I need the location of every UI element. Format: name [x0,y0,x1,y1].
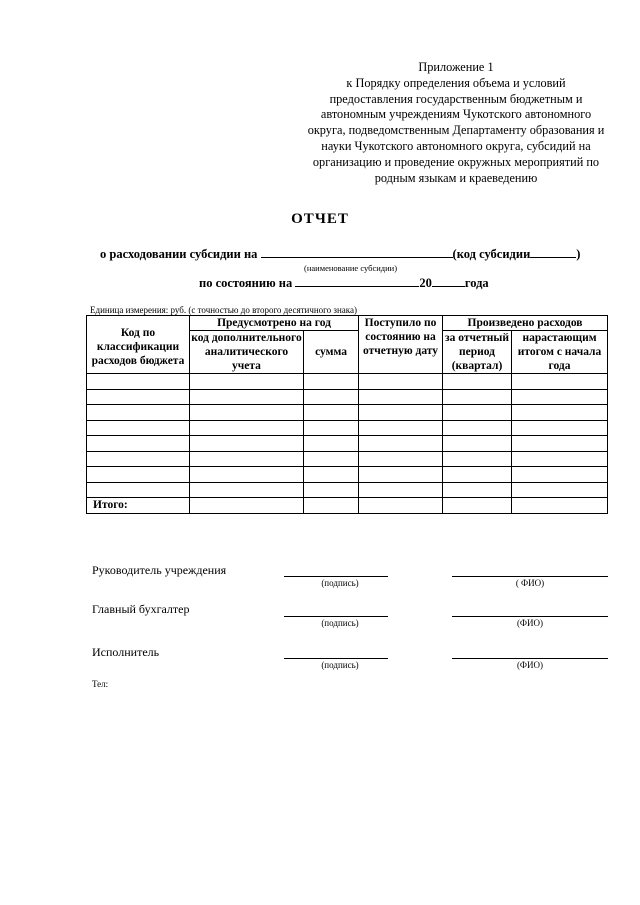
subsidy-name-hint: (наименование субсидии) [304,263,398,273]
header-spent-group: Произведено расходов [443,316,608,331]
table-cell[interactable] [359,420,443,436]
table-cell[interactable] [512,436,608,452]
subsidy-code-close: ) [576,247,581,261]
name-hint: (ФИО) [516,618,544,628]
table-cell[interactable] [304,389,359,405]
table-cell[interactable] [304,436,359,452]
appendix-line: округа, подведомственным Департаменту образования и [307,123,605,138]
table-cell[interactable] [190,389,304,405]
header-planned-group: Предусмотрено на год [190,316,359,331]
name-hint: ( ФИО) [515,578,545,588]
table-cell[interactable] [87,436,190,452]
table-row [87,374,608,390]
name-hint: (ФИО) [516,660,544,670]
subsidy-code-label: (код субсидии [452,247,531,261]
table-cell[interactable] [304,482,359,498]
subsidy-code-field[interactable] [530,246,576,258]
table-cell[interactable] [304,420,359,436]
appendix-line: науки Чукотского автономного округа, субсидий на [321,138,591,153]
table-cell[interactable] [304,467,359,483]
year-field[interactable] [432,275,465,287]
table-cell[interactable] [87,389,190,405]
as-of-line [199,275,489,291]
sign-hint: (подпись) [321,578,359,588]
table-cell[interactable] [359,405,443,421]
appendix-block [290,60,622,186]
signature-line-executor[interactable] [284,658,388,659]
table-cell[interactable] [443,374,512,390]
table-cell[interactable] [304,374,359,390]
name-line-executor[interactable] [452,658,608,659]
unit-of-measure: Единица измерения: руб. (с точностью до второго десятичного знака) [90,305,357,315]
table-cell[interactable] [512,451,608,467]
header-cumulative: нарастающим итогом с начала года [512,331,608,374]
table-cell[interactable] [190,405,304,421]
year-suffix: года [464,276,489,290]
name-line-head[interactable] [452,576,608,577]
table-cell[interactable] [87,374,190,390]
table-cell[interactable] [190,482,304,498]
table-cell[interactable] [443,482,512,498]
table-cell[interactable] [512,420,608,436]
as-of-prefix: по состоянию на [199,276,293,290]
subsidy-prefix: о расходовании субсидии на [100,247,258,261]
tel-label: Тел: [92,679,109,689]
report-title: ОТЧЕТ [291,211,349,227]
name-line-accountant[interactable] [452,616,608,617]
table-cell[interactable] [190,498,304,514]
table-header-row [87,316,608,331]
appendix-line: организацию и проведение окружных мероприятий по [312,154,600,169]
table-row [87,420,608,436]
table-cell[interactable] [359,467,443,483]
table-cell[interactable] [443,420,512,436]
appendix-line: к Порядку определения объема и условий [346,75,566,90]
sign-hint: (подпись) [321,660,359,670]
table-cell[interactable] [87,482,190,498]
table-row [87,467,608,483]
table-cell[interactable] [512,405,608,421]
table-cell[interactable] [87,420,190,436]
header-sum: сумма [304,331,359,374]
signature-label-executor: Исполнитель [92,645,160,659]
table-cell[interactable] [443,498,512,514]
table-cell[interactable] [443,467,512,483]
table-cell[interactable] [359,374,443,390]
table-row [87,389,608,405]
table-cell[interactable] [443,436,512,452]
table-cell[interactable] [359,389,443,405]
header-budget-code: Код по классификации расходов бюджета [87,316,190,374]
table-row [87,482,608,498]
signature-line-accountant[interactable] [284,616,388,617]
table-cell[interactable] [512,389,608,405]
appendix-line: Приложение 1 [418,60,494,74]
table-cell[interactable] [443,405,512,421]
table-cell[interactable] [190,467,304,483]
table-cell[interactable] [359,482,443,498]
subsidy-line [100,246,580,262]
table-cell[interactable] [87,405,190,421]
signature-label-accountant: Главный бухгалтер [92,602,190,616]
table-cell[interactable] [512,498,608,514]
table-cell[interactable] [443,451,512,467]
year-prefix: 20 [419,276,432,290]
appendix-line: родным языкам и краеведению [374,170,538,185]
table-cell[interactable] [304,405,359,421]
header-received: Поступило по состоянию на отчетную дату [359,316,443,374]
table-cell[interactable] [87,467,190,483]
subsidy-name-field[interactable] [261,246,453,258]
table-row [87,436,608,452]
header-period: за отчетный период (квартал) [443,331,512,374]
table-cell[interactable] [304,498,359,514]
table-cell[interactable] [359,498,443,514]
table-total-row [87,498,608,514]
header-analytic-code: код дополнительного аналитического учета [191,332,302,372]
table-cell[interactable] [304,451,359,467]
as-of-date-field[interactable] [295,275,419,287]
table-cell[interactable] [512,482,608,498]
table-cell[interactable] [359,436,443,452]
table-cell[interactable] [512,374,608,390]
report-table [86,315,608,514]
table-cell[interactable] [512,467,608,483]
table-cell[interactable] [359,451,443,467]
table-cell[interactable] [190,436,304,452]
table-cell[interactable] [190,420,304,436]
table-cell[interactable] [190,374,304,390]
appendix-line: предоставления государственным бюджетным и [329,91,583,106]
table-row [87,405,608,421]
total-label: Итого: [87,498,190,514]
sign-hint: (подпись) [321,618,359,628]
table-cell[interactable] [443,389,512,405]
appendix-line: автономным учреждениям Чукотского автономного [320,107,592,122]
signature-label-head: Руководитель учреждения [92,563,227,577]
table-row [87,451,608,467]
signature-line-head[interactable] [284,576,388,577]
table-cell[interactable] [87,451,190,467]
table-cell[interactable] [190,451,304,467]
